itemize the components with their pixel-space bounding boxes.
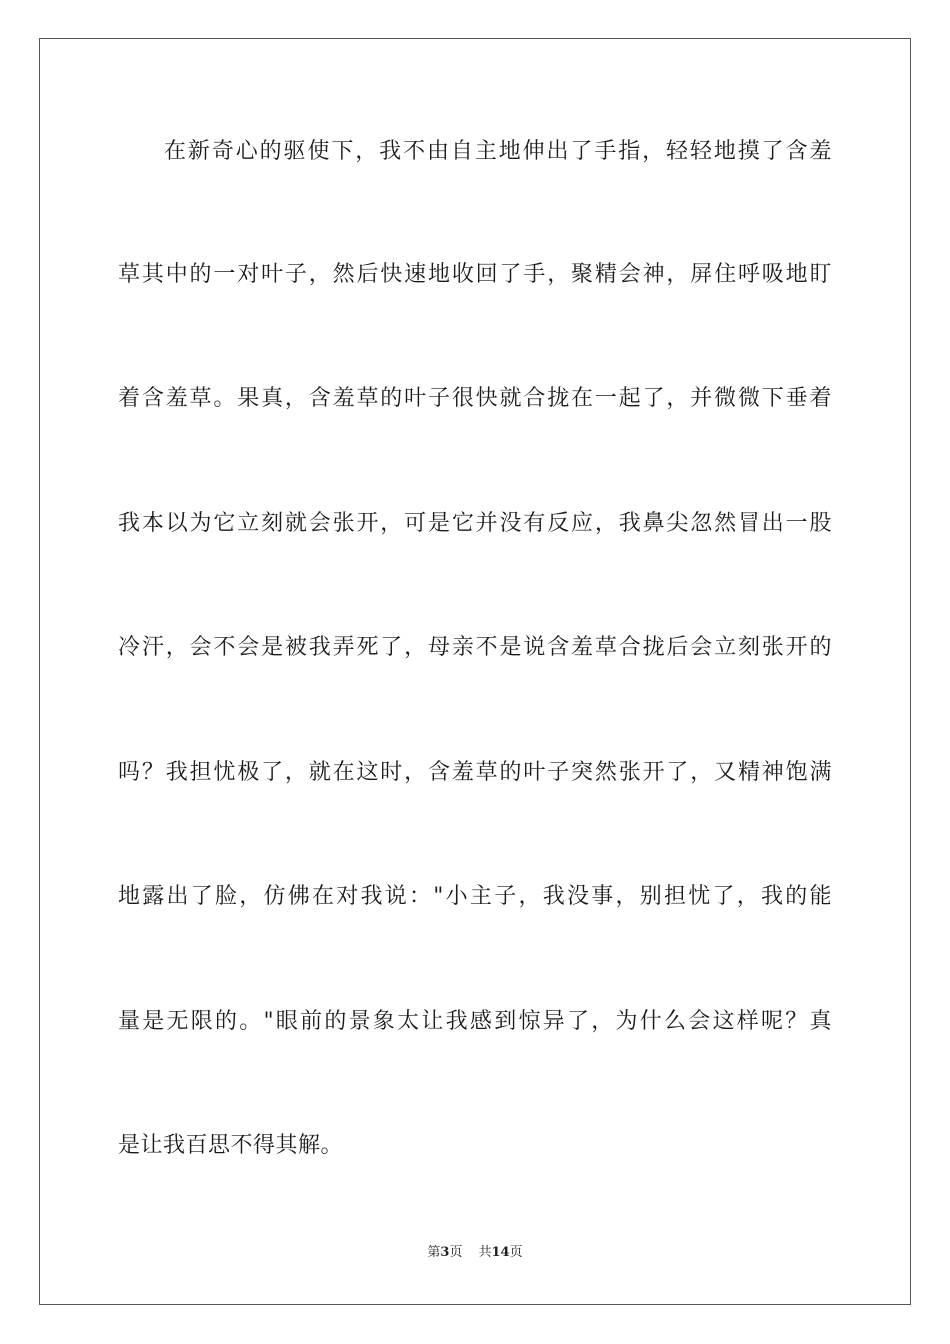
page-number: 3 <box>440 1245 450 1260</box>
paragraph-line: 冷汗，会不会是被我弄死了，母亲不是说含羞草合拢后会立刻张开的 <box>118 635 832 660</box>
paragraph-line: 在新奇心的驱使下，我不由自主地伸出了手指，轻轻地摸了含羞 <box>164 139 832 164</box>
page-footer <box>0 1245 950 1261</box>
total-prefix: 共 <box>478 1245 492 1260</box>
paragraph-line: 我本以为它立刻就会张开，可是它并没有反应，我鼻尖忽然冒出一股 <box>118 511 832 536</box>
page-suffix: 页 <box>449 1245 463 1260</box>
paragraph-line: 吗？我担忧极了，就在这时，含羞草的叶子突然张开了，又精神饱满 <box>118 760 832 785</box>
page-border <box>39 38 911 1305</box>
paragraph-line: 是让我百思不得其解。 <box>118 1133 344 1158</box>
total-pages: 14 <box>491 1245 510 1260</box>
paragraph-line: 着含羞草。果真，含羞草的叶子很快就合拢在一起了，并微微下垂着 <box>118 386 832 411</box>
paragraph-line: 草其中的一对叶子，然后快速地收回了手，聚精会神，屏住呼吸地盯 <box>118 262 832 287</box>
paragraph-line: 量是无限的。"眼前的景象太让我感到惊异了，为什么会这样呢？真 <box>118 1009 832 1034</box>
total-suffix: 页 <box>509 1245 523 1260</box>
page-prefix: 第 <box>427 1245 441 1260</box>
paragraph-line: 地露出了脸，仿佛在对我说："小主子，我没事，别担忧了，我的能 <box>118 884 832 909</box>
